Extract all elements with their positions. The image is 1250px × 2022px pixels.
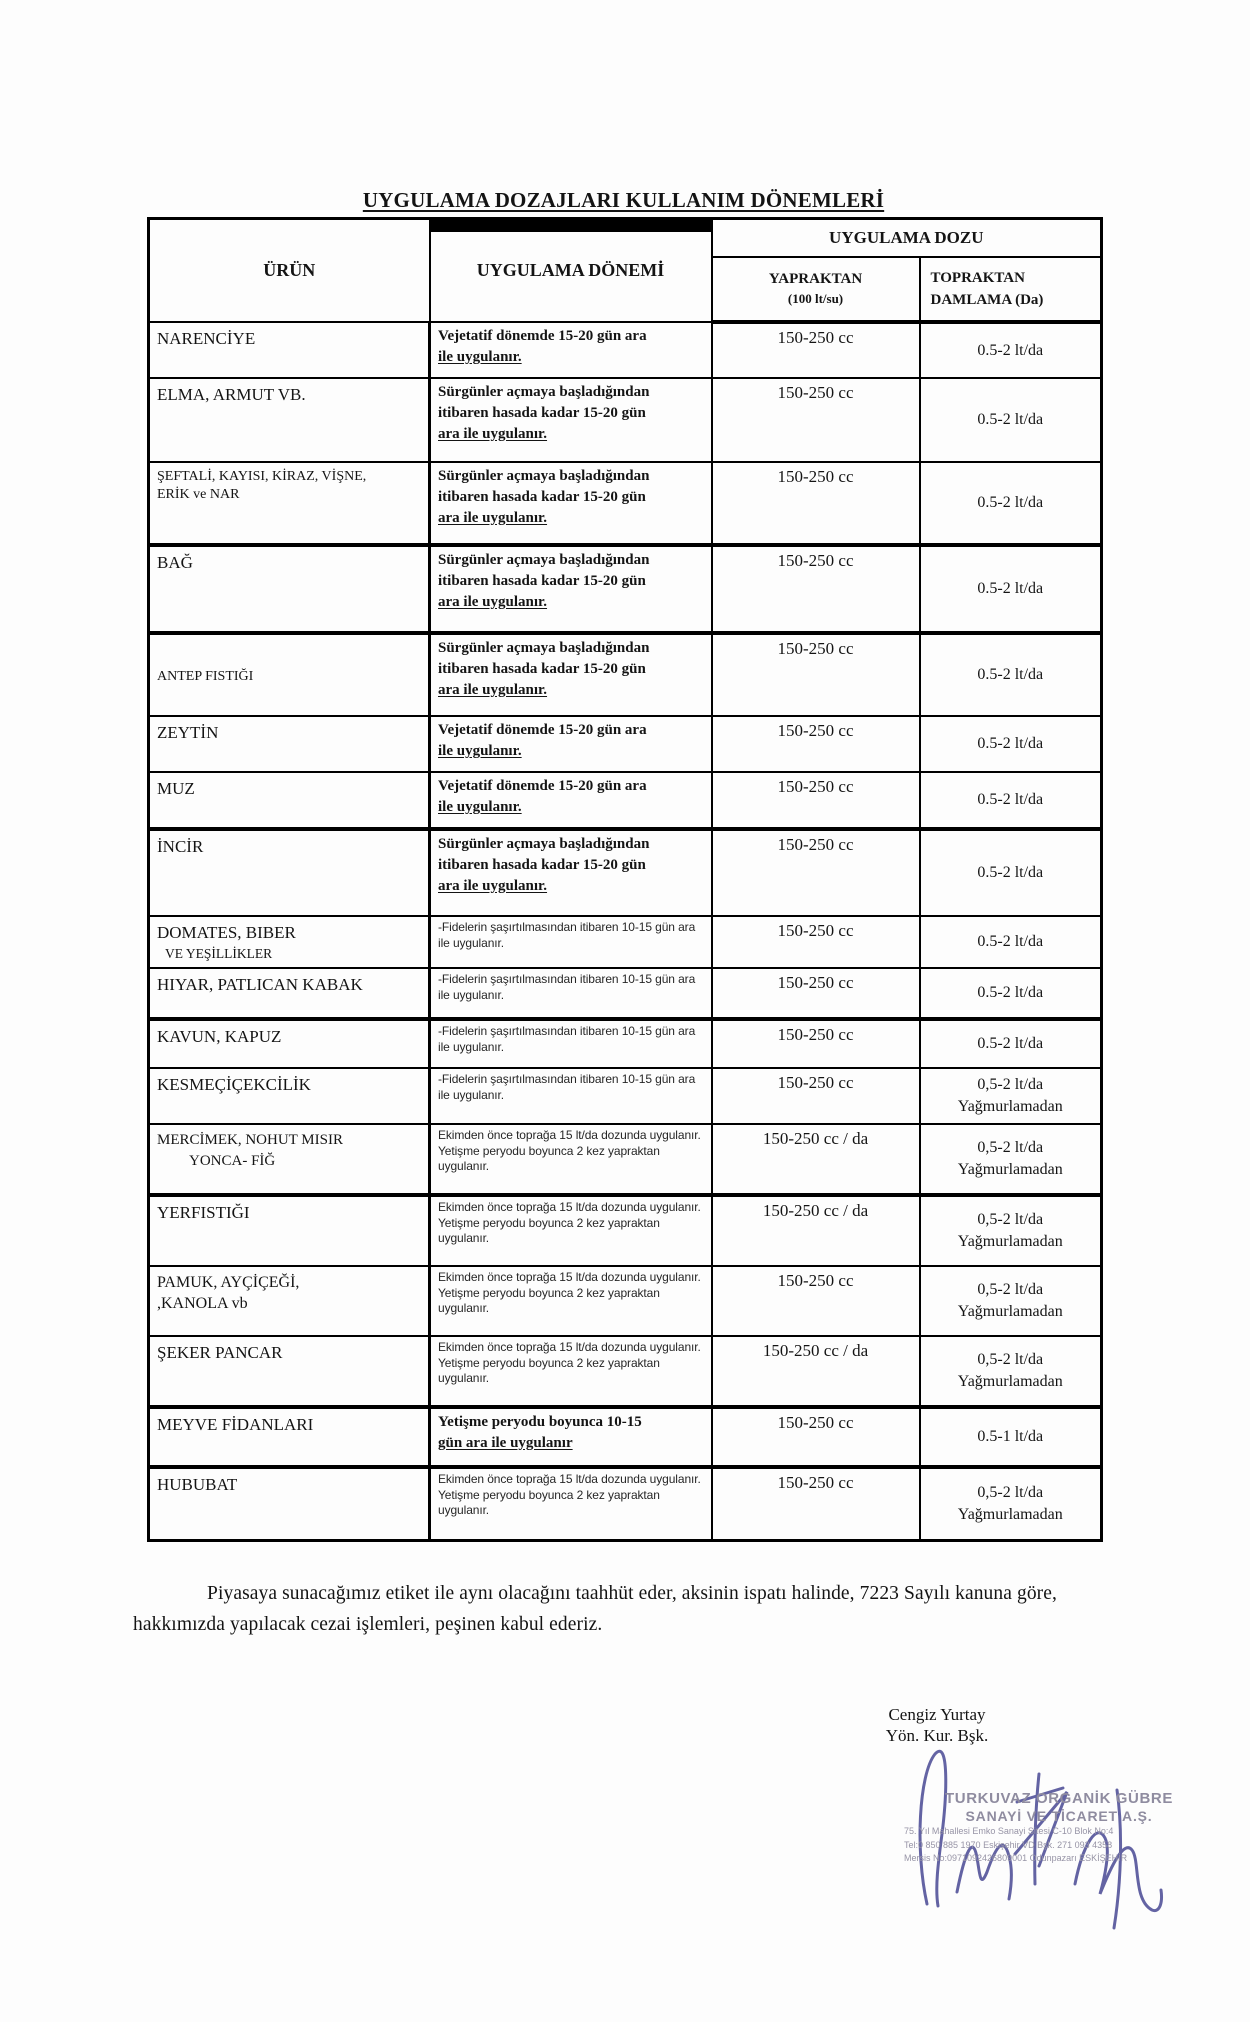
period-cell (430, 322, 712, 378)
soil-dose-value: 0,5-2 lt/da (977, 1484, 1044, 1501)
soil-dose-value: 0.5-2 lt/da (977, 494, 1044, 511)
table-row (149, 916, 1102, 968)
foliar-dose-cell: 150-250 cc (712, 633, 920, 716)
product-cell (149, 322, 430, 378)
table-row (149, 1467, 1102, 1541)
product-name-line2: YONCA- FİĞ (189, 1153, 276, 1169)
soil-dose-value: 0,5-2 lt/da (977, 1281, 1044, 1298)
product-cell (149, 1336, 430, 1407)
period-cell (430, 968, 712, 1019)
period-underlined-text: ara ile uygulanır. (438, 878, 548, 894)
period-cell (430, 1266, 712, 1336)
product-name: MUZ (157, 779, 195, 798)
header-product: ÜRÜN (149, 219, 430, 323)
foliar-dose-cell: 150-250 cc / da (712, 1195, 920, 1266)
product-name: MEYVE FİDANLARI (157, 1415, 314, 1434)
product-name: KESMEÇİÇEKCİLİK (157, 1075, 311, 1094)
period-text: Vejetatif dönemde 15-20 gün ara (438, 778, 647, 794)
header-soil-line1: TOPRAKTAN (930, 270, 1025, 286)
period-text: Sürgünler açmaya başladığından itibaren hasada kadar 15-20 gün (438, 384, 650, 421)
product-cell (149, 829, 430, 916)
soil-dose-cell (920, 633, 1102, 716)
product-cell (149, 916, 430, 968)
soil-dose-cell (920, 916, 1102, 968)
period-underlined-text: ile uygulanır. (438, 349, 522, 365)
dose-table (147, 217, 1103, 1542)
period-cell (430, 545, 712, 633)
soil-dose-value: 0.5-2 lt/da (977, 933, 1044, 950)
soil-dose-note: Yağmurlamadan (957, 1233, 1063, 1250)
foliar-dose-cell: 150-250 cc / da (712, 1336, 920, 1407)
soil-dose-cell (920, 1124, 1102, 1195)
period-underlined-text: ile uygulanır. (438, 743, 522, 759)
table-row (149, 772, 1102, 829)
period-text: Sürgünler açmaya başladığından itibaren hasada kadar 15-20 gün (438, 468, 650, 505)
signature-area (0, 1692, 1250, 2022)
period-text: -Fidelerin şaşırtılmasından itibaren 10-15 gün ara ile uygulanır. (438, 972, 696, 1002)
table-row (149, 829, 1102, 916)
period-cell (430, 1068, 712, 1124)
period-cell (430, 1336, 712, 1407)
product-name: HUBUBAT (157, 1475, 238, 1494)
foliar-dose-cell: 150-250 cc (712, 968, 920, 1019)
period-cell (430, 1019, 712, 1068)
table-row (149, 1019, 1102, 1068)
product-name: İNCİR (157, 837, 204, 856)
foliar-dose-cell: 150-250 cc (712, 545, 920, 633)
foliar-dose-cell: 150-250 cc (712, 462, 920, 545)
period-underlined-text: ile uygulanır. (438, 799, 522, 815)
period-text: -Fidelerin şaşırtılmasından itibaren 10-15 gün ara ile uygulanır. (438, 1024, 696, 1054)
product-name-line2: ERİK ve NAR (157, 487, 240, 502)
soil-dose-cell (920, 1068, 1102, 1124)
signatory-title: Yön. Kur. Bşk. (885, 1726, 989, 1745)
soil-dose-cell (920, 968, 1102, 1019)
period-underlined-text: ara ile uygulanır. (438, 426, 548, 442)
product-name: ŞEKER PANCAR (157, 1343, 283, 1362)
black-bar-decoration (429, 219, 713, 232)
product-cell (149, 1019, 430, 1068)
soil-dose-value: 0.5-2 lt/da (977, 864, 1044, 881)
foliar-dose-cell: 150-250 cc (712, 378, 920, 462)
soil-dose-note: Yağmurlamadan (957, 1161, 1063, 1178)
soil-dose-value: 0.5-2 lt/da (977, 666, 1044, 683)
header-period-label: UYGULAMA DÖNEMİ (476, 260, 665, 280)
product-cell (149, 716, 430, 772)
dose-table-header (149, 219, 1102, 323)
period-text: Ekimden önce toprağa 15 lt/da dozunda uygulanır. Yetişme peryodu boyunca 2 kez yapraktan uygulanır. (438, 1472, 701, 1517)
table-row (149, 322, 1102, 378)
dose-table-body (149, 322, 1102, 1541)
period-text: Ekimden önce toprağa 15 lt/da dozunda uygulanır. Yetişme peryodu boyunca 2 kez yapraktan uygulanır. (438, 1270, 701, 1315)
product-name: NARENCİYE (157, 329, 256, 348)
product-cell (149, 545, 430, 633)
company-stamp (868, 1790, 1250, 1865)
product-cell (149, 1266, 430, 1336)
table-row (149, 462, 1102, 545)
soil-dose-value: 0.5-1 lt/da (977, 1428, 1044, 1445)
soil-dose-note: Yağmurlamadan (957, 1373, 1063, 1390)
period-cell (430, 1467, 712, 1541)
soil-dose-value: 0,5-2 lt/da (977, 1211, 1044, 1228)
table-row (149, 716, 1102, 772)
period-text: Vejetatif dönemde 15-20 gün ara (438, 328, 647, 344)
table-row (149, 545, 1102, 633)
header-foliar-label: YAPRAKTAN (768, 271, 863, 287)
period-text: Ekimden önce toprağa 15 lt/da dozunda uygulanır. Yetişme peryodu boyunca 2 kez yapraktan uygulanır. (438, 1200, 701, 1245)
period-text: -Fidelerin şaşırtılmasından itibaren 10-15 gün ara ile uygulanır. (438, 920, 696, 950)
table-row (149, 1336, 1102, 1407)
foliar-dose-cell: 150-250 cc / da (712, 1124, 920, 1195)
soil-dose-cell (920, 1467, 1102, 1541)
product-cell (149, 1407, 430, 1467)
period-underlined-text: gün ara ile uygulanır (438, 1435, 573, 1451)
period-text: -Fidelerin şaşırtılmasından itibaren 10-15 gün ara ile uygulanır. (438, 1072, 696, 1102)
period-text: Ekimden önce toprağa 15 lt/da dozunda uygulanır. Yetişme peryodu boyunca 2 kez yapraktan uygulanır. (438, 1340, 701, 1385)
foliar-dose-cell: 150-250 cc (712, 772, 920, 829)
stamp-address: 75. Yıl Mahallesi Emko Sanayi Sitesi C-10 Blok No:4 (904, 1826, 1114, 1836)
product-name: MERCİMEK, NOHUT MISIR (157, 1132, 343, 1148)
product-name: HIYAR, PATLICAN KABAK (157, 975, 363, 994)
period-cell (430, 633, 712, 716)
foliar-dose-cell: 150-250 cc (712, 1019, 920, 1068)
soil-dose-cell (920, 1266, 1102, 1336)
product-name: ZEYTİN (157, 723, 219, 742)
foliar-dose-cell: 150-250 cc (712, 1467, 920, 1541)
product-name: DOMATES, BIBER (157, 923, 296, 942)
foliar-dose-cell: 150-250 cc (712, 1266, 920, 1336)
foliar-dose-cell: 150-250 cc (712, 1068, 920, 1124)
period-cell (430, 378, 712, 462)
product-cell (149, 378, 430, 462)
soil-dose-note: Yağmurlamadan (957, 1303, 1063, 1320)
foliar-dose-cell: 150-250 cc (712, 916, 920, 968)
table-row (149, 968, 1102, 1019)
header-foliar-sub: (100 lt/su) (787, 291, 844, 306)
foliar-dose-cell: 150-250 cc (712, 716, 920, 772)
soil-dose-cell (920, 1407, 1102, 1467)
period-text: Sürgünler açmaya başladığından itibaren hasada kadar 15-20 gün (438, 836, 650, 873)
soil-dose-value: 0,5-2 lt/da (977, 1351, 1044, 1368)
table-row (149, 1124, 1102, 1195)
soil-dose-note: Yağmurlamadan (957, 1506, 1063, 1523)
product-name: PAMUK, AYÇİÇEĞİ, (157, 1274, 300, 1291)
stamp-mersis: Mersis No:0971092426809001 Odunpazarı ESKİŞEHİR (904, 1853, 1128, 1863)
product-cell (149, 1195, 430, 1266)
soil-dose-value: 0.5-2 lt/da (977, 580, 1044, 597)
soil-dose-cell (920, 829, 1102, 916)
stamp-company-name: TURKUVAZ ORGANİK GÜBRE (945, 1790, 1173, 1807)
soil-dose-value: 0,5-2 lt/da (977, 1076, 1044, 1093)
signatory-name: Cengiz Yurtay (888, 1705, 986, 1724)
declaration-paragraph: Piyasaya sunacağımız etiket ile aynı olacağını taahhüt eder, aksinin ispatı halinde, 7223 Sayılı kanuna göre, hakkımızda yapılacak cezai işlemleri, peşinen kabul ederiz. (133, 1583, 1057, 1635)
soil-dose-value: 0.5-2 lt/da (977, 791, 1044, 808)
soil-dose-value: 0.5-2 lt/da (977, 411, 1044, 428)
period-cell (430, 916, 712, 968)
product-cell (149, 968, 430, 1019)
period-underlined-text: ara ile uygulanır. (438, 682, 548, 698)
soil-dose-cell (920, 1195, 1102, 1266)
product-name-line2: VE YEŞİLLİKLER (165, 946, 273, 961)
product-cell (149, 462, 430, 545)
soil-dose-cell (920, 378, 1102, 462)
page-title: UYGULAMA DOZAJLARI KULLANIM DÖNEMLERİ (362, 188, 885, 212)
table-row (149, 1195, 1102, 1266)
header-dose: UYGULAMA DOZU (712, 219, 1102, 258)
product-cell (149, 1124, 430, 1195)
soil-dose-value: 0.5-2 lt/da (977, 1035, 1044, 1052)
soil-dose-cell (920, 772, 1102, 829)
product-name: BAĞ (157, 553, 193, 572)
period-cell (430, 1124, 712, 1195)
foliar-dose-cell: 150-250 cc (712, 1407, 920, 1467)
period-cell (430, 462, 712, 545)
soil-dose-cell (920, 545, 1102, 633)
period-text: Ekimden önce toprağa 15 lt/da dozunda uygulanır. Yetişme peryodu boyunca 2 kez yapraktan uygulanır. (438, 1128, 701, 1173)
period-text: Sürgünler açmaya başladığından itibaren hasada kadar 15-20 gün (438, 552, 650, 589)
header-soil-line2: DAMLAMA (Da) (930, 292, 1044, 308)
foliar-dose-cell: 150-250 cc (712, 322, 920, 378)
product-cell (149, 633, 430, 716)
product-cell (149, 772, 430, 829)
soil-dose-cell (920, 322, 1102, 378)
soil-dose-cell (920, 716, 1102, 772)
foliar-dose-cell: 150-250 cc (712, 829, 920, 916)
header-period (430, 219, 712, 323)
soil-dose-cell (920, 1019, 1102, 1068)
product-name-line2: ,KANOLA vb (157, 1295, 248, 1312)
product-name: YERFISTIĞI (157, 1203, 250, 1222)
header-foliar (712, 257, 920, 322)
period-text: Sürgünler açmaya başladığından itibaren hasada kadar 15-20 gün (438, 640, 650, 677)
product-name: KAVUN, KAPUZ (157, 1027, 282, 1046)
table-row (149, 633, 1102, 716)
product-cell (149, 1467, 430, 1541)
table-row (149, 1407, 1102, 1467)
product-cell (149, 1068, 430, 1124)
soil-dose-cell (920, 462, 1102, 545)
period-cell (430, 772, 712, 829)
soil-dose-value: 0.5-2 lt/da (977, 984, 1044, 1001)
period-text: Yetişme peryodu boyunca 10-15 (438, 1414, 642, 1430)
period-underlined-text: ara ile uygulanır. (438, 510, 548, 526)
period-text: Vejetatif dönemde 15-20 gün ara (438, 722, 647, 738)
soil-dose-value: 0,5-2 lt/da (977, 1139, 1044, 1156)
table-row (149, 1068, 1102, 1124)
header-soil (920, 257, 1102, 322)
product-name: ELMA, ARMUT VB. (157, 385, 306, 404)
period-cell (430, 716, 712, 772)
product-name: ŞEFTALİ, KAYISI, KİRAZ, VİŞNE, (157, 469, 367, 484)
table-row (149, 378, 1102, 462)
period-underlined-text: ara ile uygulanır. (438, 594, 548, 610)
soil-dose-value: 0.5-2 lt/da (977, 735, 1044, 752)
period-cell (430, 1407, 712, 1467)
soil-dose-cell (920, 1336, 1102, 1407)
period-cell (430, 829, 712, 916)
table-row (149, 1266, 1102, 1336)
period-cell (430, 1195, 712, 1266)
soil-dose-note: Yağmurlamadan (957, 1098, 1063, 1115)
soil-dose-value: 0.5-2 lt/da (977, 341, 1044, 359)
stamp-phone-tax: Tel:0 850 885 1970 Eskişehir VD Bşk. 271 093 4358 (904, 1839, 1113, 1850)
stamp-company-type: SANAYİ VE TİCARET A.Ş. (965, 1808, 1153, 1824)
product-name: ANTEP FISTIĞI (157, 668, 254, 684)
